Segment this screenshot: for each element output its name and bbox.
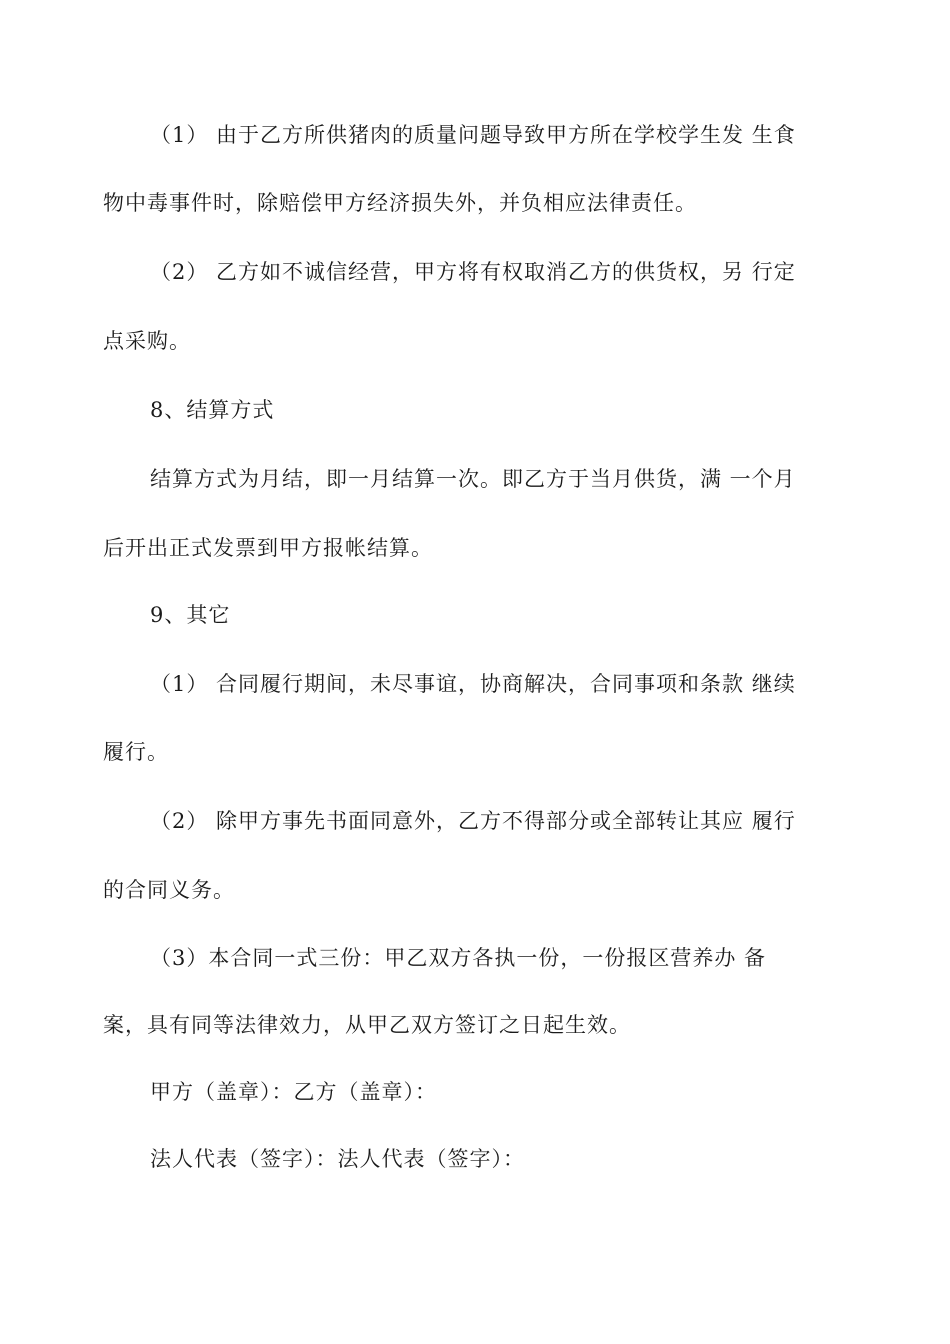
section-9-heading: 9、其它 — [150, 603, 231, 627]
clause-7-1-line-1: （1） 由于乙方所供猪肉的质量问题导致甲方所在学校学生发 生食 — [150, 123, 796, 147]
seal-line: 甲方（盖章）：乙方（盖章）： — [150, 1080, 437, 1104]
clause-9-2-line-2: 的合同义务。 — [103, 878, 235, 902]
section-8-body-line-2: 后开出正式发票到甲方报帐结算。 — [103, 536, 433, 560]
clause-7-2-line-1: （2） 乙方如不诚信经营，甲方将有权取消乙方的供货权，另 行定 — [150, 260, 796, 284]
clause-9-3-line-2: 案，具有同等法律效力，从甲乙双方签订之日起生效。 — [103, 1013, 631, 1037]
clause-9-1-line-2: 履行。 — [103, 740, 169, 764]
clause-9-3-line-1: （3）本合同一式三份：甲乙双方各执一份，一份报区营养办 备 — [150, 946, 767, 970]
section-8-body-line-1: 结算方式为月结，即一月结算一次。即乙方于当月供货，满 一个月 — [150, 467, 796, 491]
clause-7-1-line-2: 物中毒事件时，除赔偿甲方经济损失外，并负相应法律责任。 — [103, 191, 697, 215]
section-8-heading: 8、结算方式 — [150, 398, 275, 422]
signature-line: 法人代表（签字）：法人代表（签字）： — [150, 1147, 525, 1171]
clause-9-1-line-1: （1） 合同履行期间，未尽事谊，协商解决，合同事项和条款 继续 — [150, 672, 796, 696]
clause-9-2-line-1: （2） 除甲方事先书面同意外，乙方不得部分或全部转让其应 履行 — [150, 809, 796, 833]
clause-7-2-line-2: 点采购。 — [103, 329, 191, 353]
